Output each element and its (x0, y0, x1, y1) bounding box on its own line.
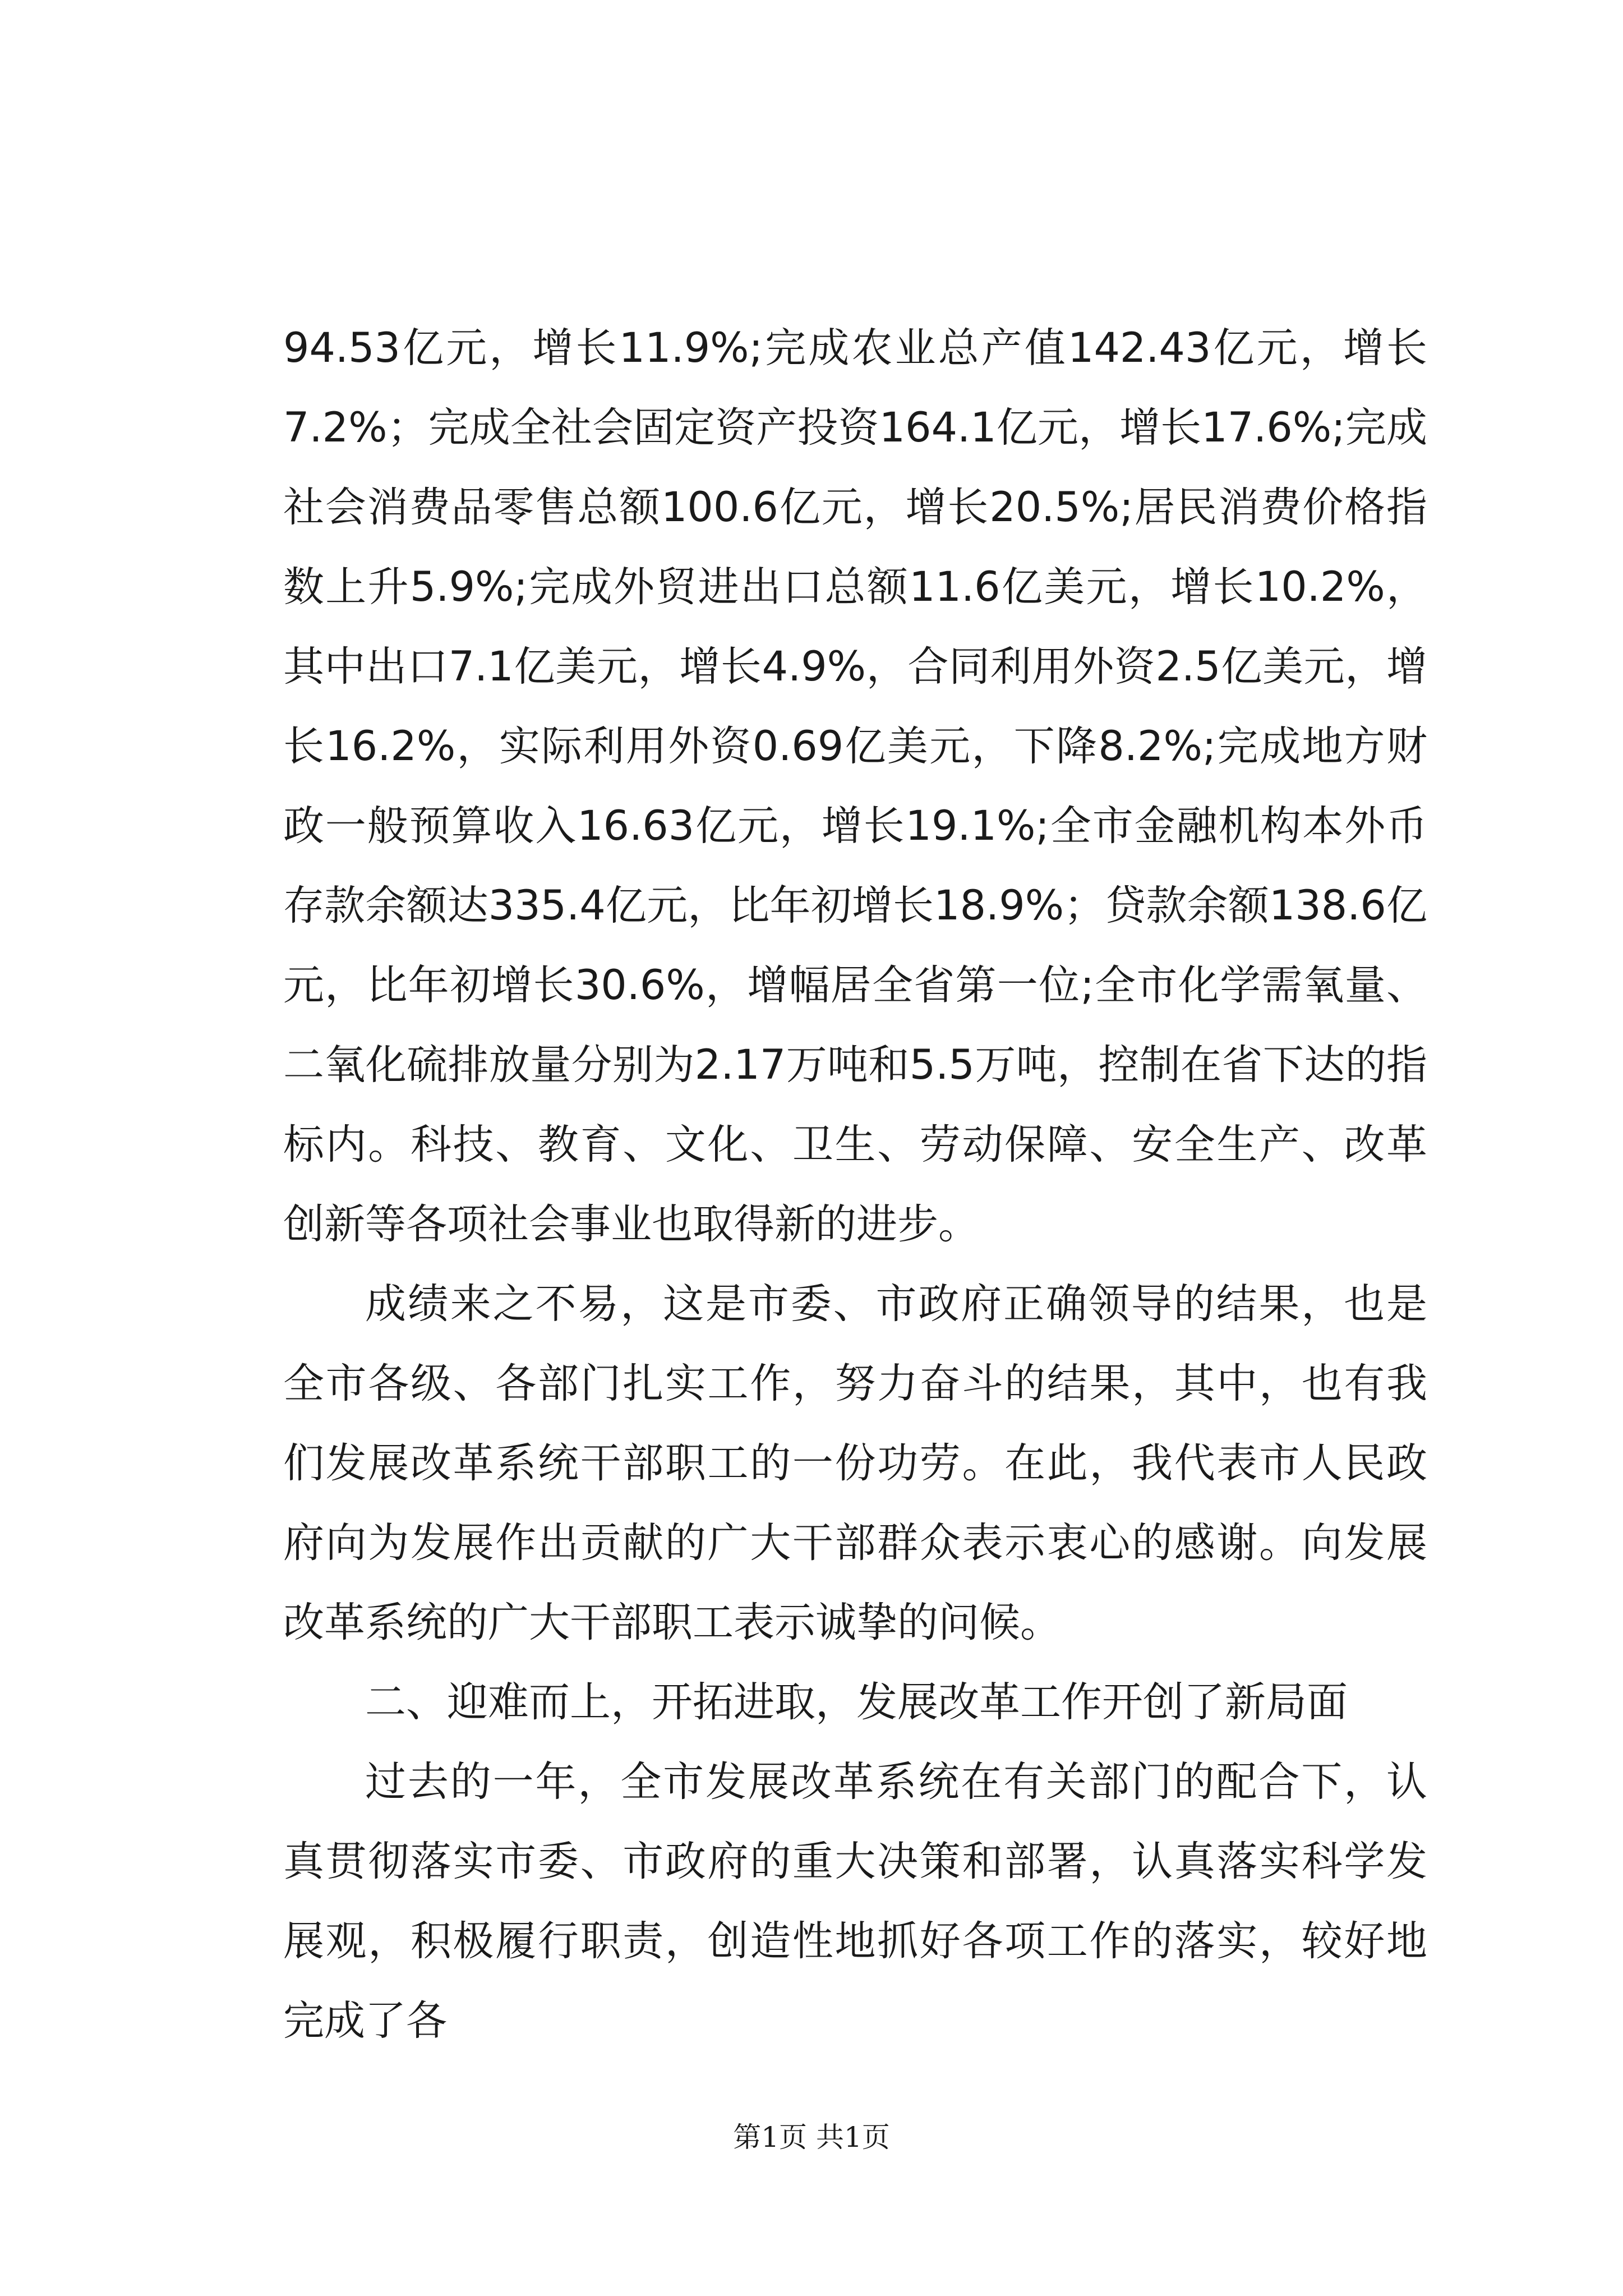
paragraph-past-year: 过去的一年，全市发展改革系统在有关部门的配合下，认真贯彻落实市委、市政府的重大决策和部署，认真落实科学发展观，积极履行职责，创造性地抓好各项工作的落实，较好地完成了各 (283, 1758, 1427, 2045)
page-footer: 第1页 共1页 (733, 2121, 890, 2154)
section-heading: 二、迎难而上，开拓进取，发展改革工作开创了新局面 (365, 1678, 1348, 1726)
paragraph-statistics: 94.53亿元，增长11.9%;完成农业总产值142.43亿元，增长7.2%；完成全社会固定资产投资164.1亿元，增长17.6%;完成社会消费品零售总额100.6亿元，增长20.5%;居民消费价格指数上升5.9%;完成外贸进出口总额11.6亿美元，增长10.2%，其中出口7.1亿美元，增长4.9%，合同利用外资2.5亿美元，增长16.2%，实际利用外资0.69亿美元，下降8.2%;完成地方财政一般预算收入16.63亿元，增长19.1%;全市金融机构本外币存款余额达335.4亿元，比年初增长18.9%；贷款余额138.6亿元，比年初增长30.6%，增幅居全省第一位;全市化学需氧量、二氧化硫排放量分别为2.17万吨和5.5万吨，控制在省下达的指标内。科技、教育、文化、卫生、劳动保障、安全生产、改革创新等各项社会事业也取得新的进步。 (283, 324, 1427, 1248)
paragraph-achievements: 成绩来之不易，这是市委、市政府正确领导的结果，也是全市各级、各部门扎实工作，努力奋斗的结果，其中，也有我们发展改革系统干部职工的一份功劳。在此，我代表市人民政府向为发展作出贡献的广大干部群众表示衷心的感谢。向发展改革系统的广大干部职工表示诚挚的问候。 (283, 1280, 1427, 1646)
document-body (283, 309, 1427, 2061)
